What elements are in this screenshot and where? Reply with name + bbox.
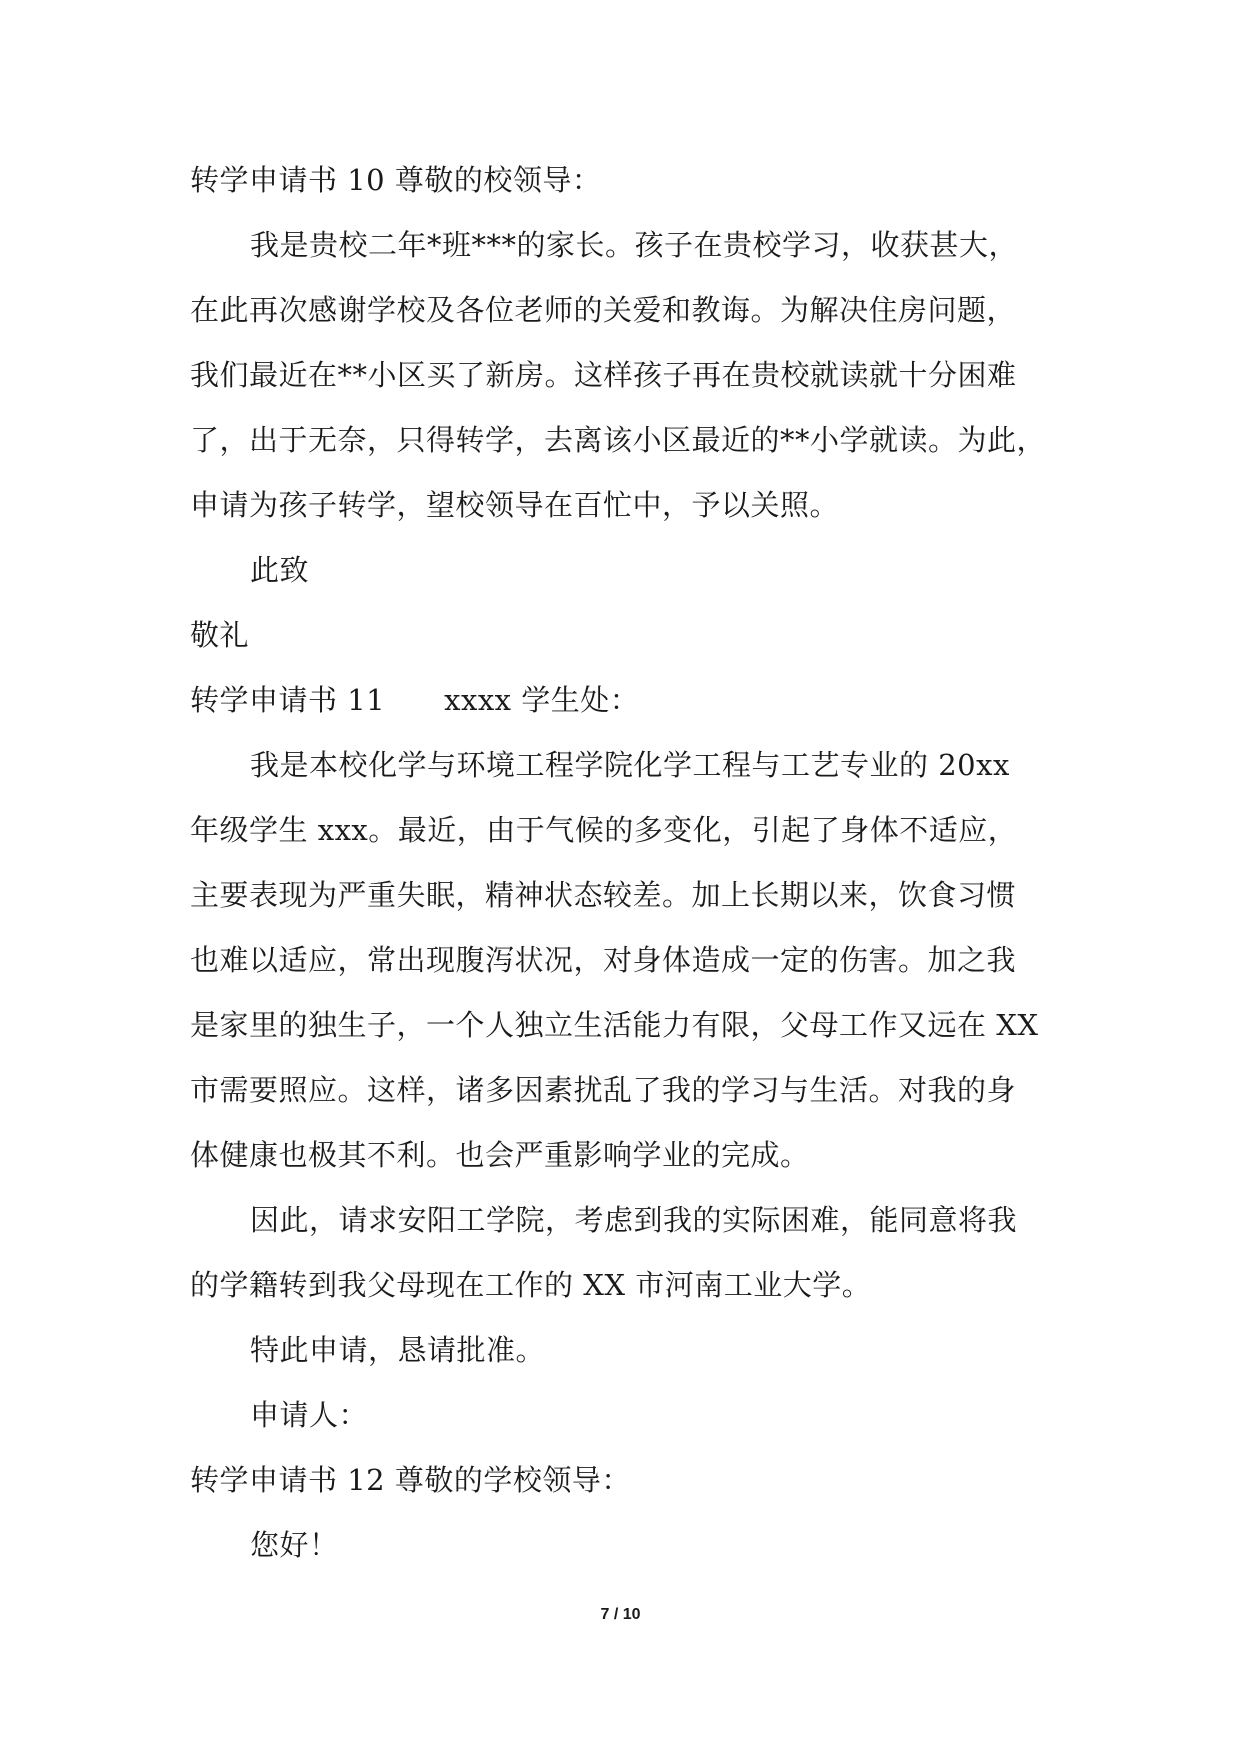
closing-line: 特此申请，恳请批准。	[250, 1333, 546, 1367]
closing-line: 敬礼	[190, 618, 250, 652]
paragraph-line: 我是本校化学与环境工程学院化学工程与工艺专业的 20xx	[250, 748, 1010, 782]
paragraph-line: 年级学生 xxx。最近，由于气候的多变化，引起了身体不适应，	[190, 813, 1018, 847]
heading-letter-10: 转学申请书 10 尊敬的校领导：	[190, 163, 602, 197]
page-number: 7 / 10	[600, 1606, 641, 1623]
paragraph-line: 因此，请求安阳工学院，考虑到我的实际困难，能同意将我	[250, 1203, 1018, 1237]
closing-line: 此致	[250, 553, 310, 587]
paragraph-line: 是家里的独生子，一个人独立生活能力有限，父母工作又远在 XX	[190, 1008, 1039, 1042]
paragraph-line: 我们最近在**小区买了新房。这样孩子再在贵校就读就十分困难	[190, 358, 1017, 392]
paragraph-line: 市需要照应。这样，诸多因素扰乱了我的学习与生活。对我的身	[190, 1073, 1017, 1107]
heading-letter-11: 转学申请书 11 xxxx 学生处：	[190, 683, 640, 717]
paragraph-line: 的学籍转到我父母现在工作的 XX 市河南工业大学。	[190, 1268, 872, 1302]
paragraph-line: 了，出于无奈，只得转学，去离该小区最近的**小学就读。为此，	[190, 423, 1047, 457]
paragraph-line: 主要表现为严重失眠，精神状态较差。加上长期以来，饮食习惯	[190, 878, 1017, 912]
signature-line: 申请人：	[250, 1398, 369, 1432]
heading-letter-12: 转学申请书 12 尊敬的学校领导：	[190, 1463, 631, 1497]
paragraph-line: 也难以适应，常出现腹泻状况，对身体造成一定的伤害。加之我	[190, 943, 1017, 977]
paragraph-line: 在此再次感谢学校及各位老师的关爱和教诲。为解决住房问题，	[190, 293, 1017, 327]
greeting-line: 您好！	[250, 1528, 339, 1562]
paragraph-line: 申请为孩子转学，望校领导在百忙中，予以关照。	[190, 488, 840, 522]
paragraph-line: 我是贵校二年*班***的家长。孩子在贵校学习，收获甚大，	[250, 228, 1019, 262]
paragraph-line: 体健康也极其不利。也会严重影响学业的完成。	[190, 1138, 810, 1172]
